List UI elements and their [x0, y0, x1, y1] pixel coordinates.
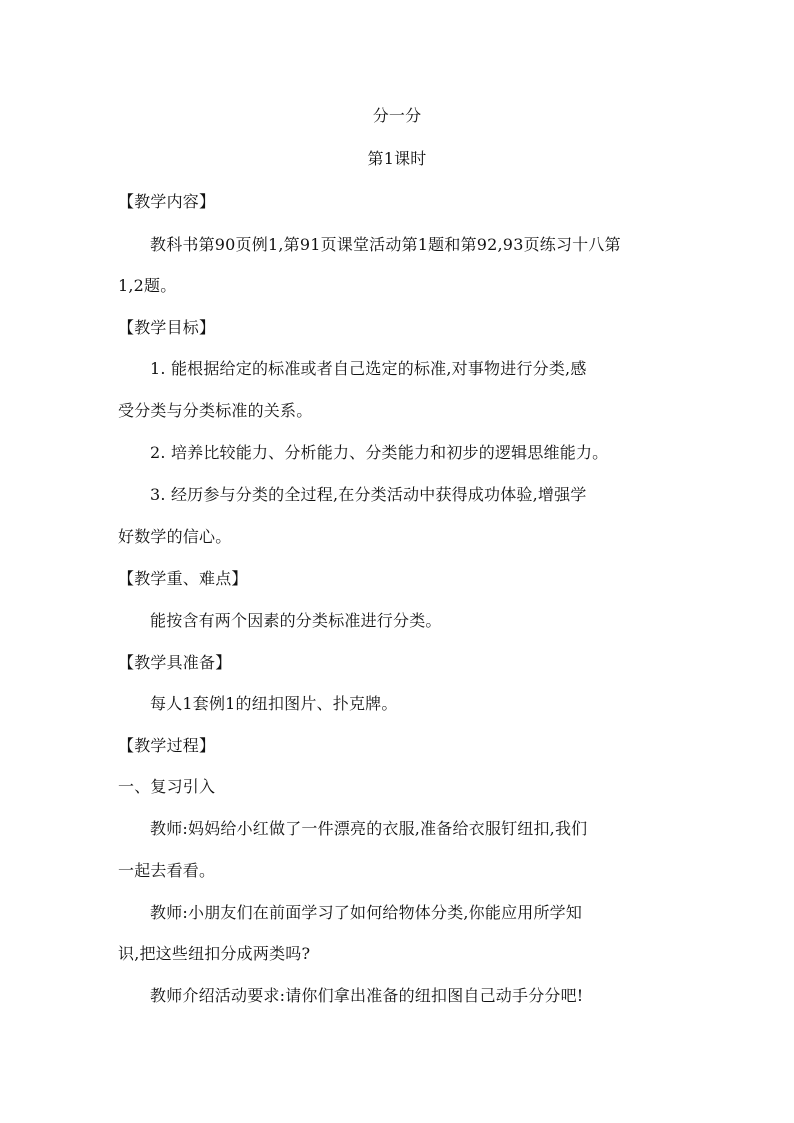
goal-3-line-2: 好数学的信心。	[118, 527, 232, 546]
content-line-2: 1,2题。	[118, 276, 177, 295]
goal-2-line-1: 2. 培养比较能力、分析能力、分类能力和初步的逻辑思维能力。	[150, 443, 609, 462]
goal-1-line-2: 受分类与分类标准的关系。	[118, 401, 313, 420]
process-part-1-heading: 一、复习引入	[118, 777, 216, 796]
heading-materials: 【教学具准备】	[118, 653, 232, 672]
keypoints-line-1: 能按含有两个因素的分类标准进行分类。	[150, 611, 442, 630]
process-p1-line-2: 一起去看看。	[118, 861, 216, 880]
goal-1-line-1: 1. 能根据给定的标准或者自己选定的标准,对事物进行分类,感	[150, 359, 587, 378]
content-line-1: 教科书第90页例1,第91页课堂活动第1题和第92,93页练习十八第	[150, 235, 621, 254]
document-title: 分一分	[372, 106, 422, 125]
heading-key-points: 【教学重、难点】	[118, 569, 248, 588]
goal-3-line-1: 3. 经历参与分类的全过程,在分类活动中获得成功体验,增强学	[150, 485, 587, 504]
heading-teaching-goals: 【教学目标】	[118, 318, 216, 337]
document-subtitle: 第1课时	[367, 149, 427, 168]
process-p3-line-1: 教师介绍活动要求:请你们拿出准备的纽扣图自己动手分分吧!	[150, 986, 584, 1005]
heading-teaching-content: 【教学内容】	[118, 192, 216, 211]
process-p1-line-1: 教师:妈妈给小红做了一件漂亮的衣服,准备给衣服钉纽扣,我们	[150, 819, 588, 838]
process-p2-line-2: 识,把这些纽扣分成两类吗?	[118, 944, 311, 963]
process-p2-line-1: 教师:小朋友们在前面学习了如何给物体分类,你能应用所学知	[150, 903, 583, 922]
materials-line-1: 每人1套例1的纽扣图片、扑克牌。	[150, 694, 398, 713]
heading-teaching-process: 【教学过程】	[118, 736, 216, 755]
